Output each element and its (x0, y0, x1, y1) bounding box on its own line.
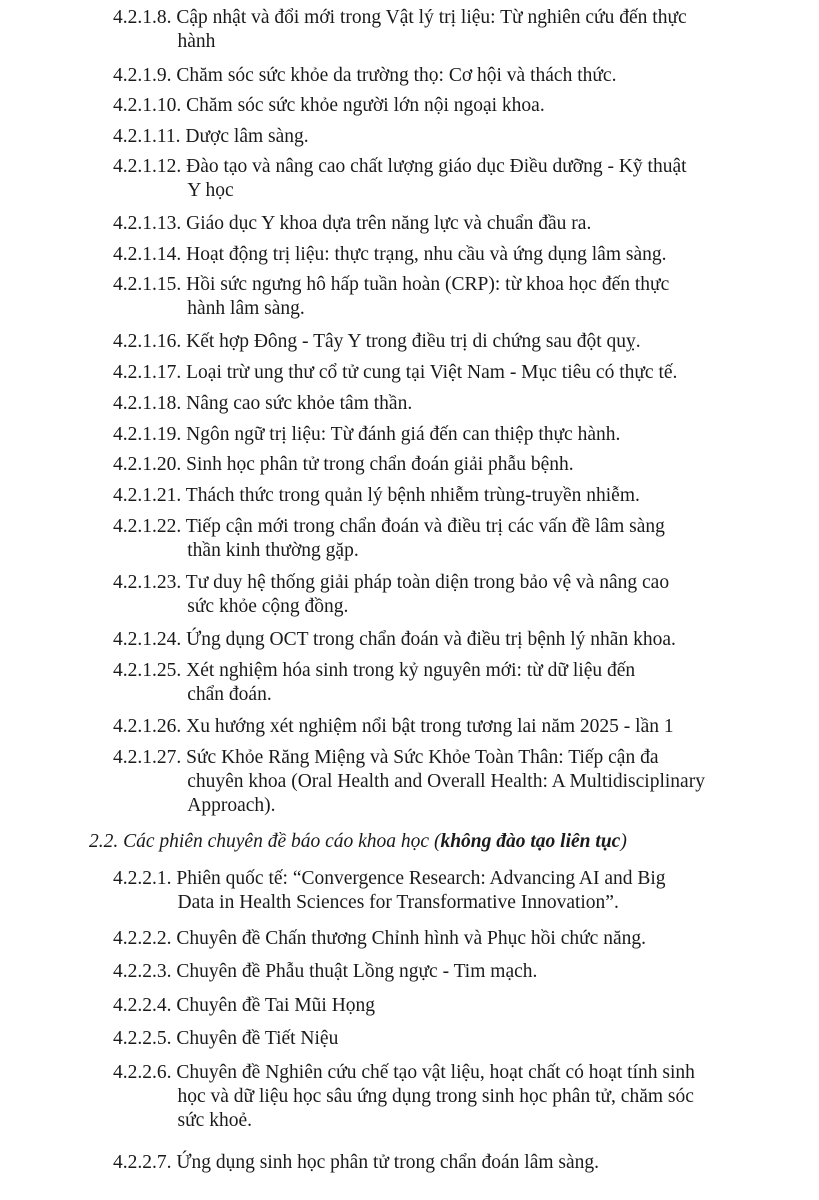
list-item-4-2-1-24 (113, 628, 758, 652)
item-number: 4.2.2.7. (113, 1152, 172, 1173)
item-number: 4.2.1.10. (113, 95, 182, 116)
section-heading (89, 830, 789, 854)
list-item-4-2-1-15 (113, 273, 758, 321)
item-number: 4.2.1.15. (113, 274, 182, 295)
item-text: Sức Khỏe Răng Miệng và Sức Khỏe Toàn Thân: Tiếp cận đa (186, 747, 659, 768)
item-text: Cập nhật và đổi mới trong Vật lý trị liệu: Từ nghiên cứu đến thực (176, 7, 687, 28)
item-text: Tư duy hệ thống giải pháp toàn diện trong bảo vệ và nâng cao (185, 572, 670, 593)
item-continuation: hành (177, 31, 216, 52)
heading-bold: không đào tạo liên tục (440, 831, 621, 852)
list-item-4-2-1-20 (113, 453, 758, 477)
list-item-4-2-1-23 (113, 571, 758, 619)
list-item-4-2-2-1 (113, 867, 758, 915)
item-text: Xu hướng xét nghiệm nổi bật trong tương lai năm 2025 - lần 1 (186, 716, 674, 737)
item-continuation: chẩn đoán. (187, 684, 272, 705)
item-continuation: học và dữ liệu học sâu ứng dụng trong sinh học phân tử, chăm sóc (177, 1086, 694, 1107)
item-number: 4.2.1.18. (113, 393, 182, 414)
item-number: 4.2.2.1. (113, 868, 172, 889)
list-item-4-2-1-9 (113, 64, 758, 88)
item-text: Phiên quốc tế: “Convergence Research: Advancing AI and Big (176, 868, 666, 889)
list-item-4-2-1-13 (113, 212, 758, 236)
item-continuation: Data in Health Sciences for Transformative Innovation”. (177, 892, 619, 913)
item-number: 4.2.2.5. (113, 1028, 172, 1049)
list-item-4-2-1-16 (113, 330, 758, 354)
item-number: 4.2.1.24. (113, 629, 182, 650)
item-text: Ứng dụng sinh học phân tử trong chẩn đoán lâm sàng. (176, 1152, 600, 1173)
list-item-4-2-2-4 (113, 994, 758, 1018)
item-text: Giáo dục Y khoa dựa trên năng lực và chuẩn đầu ra. (186, 213, 592, 234)
item-number: 4.2.1.27. (113, 747, 182, 768)
item-number: 4.2.1.17. (113, 362, 182, 383)
item-number: 4.2.1.16. (113, 331, 182, 352)
item-number: 4.2.2.6. (113, 1062, 172, 1083)
item-text: Chăm sóc sức khỏe da trường thọ: Cơ hội và thách thức. (176, 65, 617, 86)
item-number: 4.2.1.23. (113, 572, 182, 593)
list-item-4-2-2-3 (113, 960, 758, 984)
list-item-4-2-2-2 (113, 927, 758, 951)
item-number: 4.2.1.26. (113, 716, 182, 737)
list-item-4-2-2-7 (113, 1151, 758, 1175)
item-continuation: Y học (187, 180, 234, 201)
item-continuation-2: sức khoẻ. (177, 1110, 252, 1131)
item-text: Chuyên đề Tai Mũi Họng (176, 995, 376, 1016)
item-number: 4.2.1.8. (113, 7, 172, 28)
item-text: Tiếp cận mới trong chẩn đoán và điều trị các vấn đề lâm sàng (185, 516, 665, 537)
list-item-4-2-1-12 (113, 155, 758, 203)
heading-suffix: ) (620, 831, 627, 852)
item-number: 4.2.1.19. (113, 424, 182, 445)
list-item-4-2-1-22 (113, 515, 758, 563)
item-number: 4.2.1.13. (113, 213, 182, 234)
item-number: 4.2.1.14. (113, 244, 182, 265)
item-number: 4.2.1.9. (113, 65, 172, 86)
item-text: Thách thức trong quản lý bệnh nhiễm trùng-truyền nhiễm. (185, 485, 640, 506)
item-text: Dược lâm sàng. (185, 126, 309, 147)
item-text: Chuyên đề Phẫu thuật Lồng ngực - Tim mạch. (176, 961, 538, 982)
item-continuation: sức khỏe cộng đồng. (187, 596, 349, 617)
list-item-4-2-1-26 (113, 715, 758, 739)
item-text: Chăm sóc sức khỏe người lớn nội ngoại khoa. (186, 95, 545, 116)
item-text: Ứng dụng OCT trong chẩn đoán và điều trị bệnh lý nhãn khoa. (186, 629, 676, 650)
list-item-4-2-1-8 (113, 6, 758, 54)
item-text: Hoạt động trị liệu: thực trạng, nhu cầu và ứng dụng lâm sàng. (186, 244, 667, 265)
item-text: Loại trừ ung thư cổ tử cung tại Việt Nam - Mục tiêu có thực tế. (186, 362, 678, 383)
list-item-4-2-1-25 (113, 659, 758, 707)
item-text: Kết hợp Đông - Tây Y trong điều trị di chứng sau đột quỵ. (186, 331, 641, 352)
list-item-4-2-1-17 (113, 361, 758, 385)
item-continuation: thần kinh thường gặp. (187, 540, 359, 561)
item-number: 4.2.1.12. (113, 156, 182, 177)
item-number: 4.2.2.3. (113, 961, 172, 982)
item-number: 4.2.1.11. (113, 126, 181, 147)
item-text: Ngôn ngữ trị liệu: Từ đánh giá đến can thiệp thực hành. (186, 424, 621, 445)
item-number: 4.2.2.4. (113, 995, 172, 1016)
item-text: Xét nghiệm hóa sinh trong kỷ nguyên mới: từ dữ liệu đến (186, 660, 636, 681)
heading-prefix: 2.2. Các phiên chuyên đề báo cáo khoa học ( (89, 831, 441, 852)
item-text: Hồi sức ngưng hô hấp tuần hoàn (CRP): từ khoa học đến thực (186, 274, 670, 295)
item-text: Chuyên đề Nghiên cứu chế tạo vật liệu, hoạt chất có hoạt tính sinh (176, 1062, 695, 1083)
item-number: 4.2.1.20. (113, 454, 182, 475)
item-text: Đào tạo và nâng cao chất lượng giáo dục Điều dưỡng - Kỹ thuật (186, 156, 687, 177)
item-text: Nâng cao sức khỏe tâm thần. (186, 393, 413, 414)
list-item-4-2-1-18 (113, 392, 758, 416)
list-item-4-2-1-21 (113, 484, 758, 508)
item-text: Chuyên đề Tiết Niệu (176, 1028, 339, 1049)
list-item-4-2-1-19 (113, 423, 758, 447)
item-continuation: hành lâm sàng. (187, 298, 305, 319)
list-item-4-2-1-11 (113, 125, 758, 149)
item-text: Sinh học phân tử trong chẩn đoán giải phẫu bệnh. (186, 454, 574, 475)
list-item-4-2-1-14 (113, 243, 758, 267)
list-item-4-2-2-6 (113, 1061, 758, 1133)
item-continuation: chuyên khoa (Oral Health and Overall Health: A Multidisciplinary (187, 771, 705, 792)
list-item-4-2-1-10 (113, 94, 758, 118)
list-item-4-2-2-5 (113, 1027, 758, 1051)
item-number: 4.2.2.2. (113, 928, 172, 949)
item-number: 4.2.1.22. (113, 516, 182, 537)
item-continuation-2: Approach). (187, 795, 276, 816)
item-number: 4.2.1.21. (113, 485, 182, 506)
item-text: Chuyên đề Chấn thương Chỉnh hình và Phục hồi chức năng. (176, 928, 646, 949)
list-item-4-2-1-27 (113, 746, 758, 818)
item-number: 4.2.1.25. (113, 660, 182, 681)
